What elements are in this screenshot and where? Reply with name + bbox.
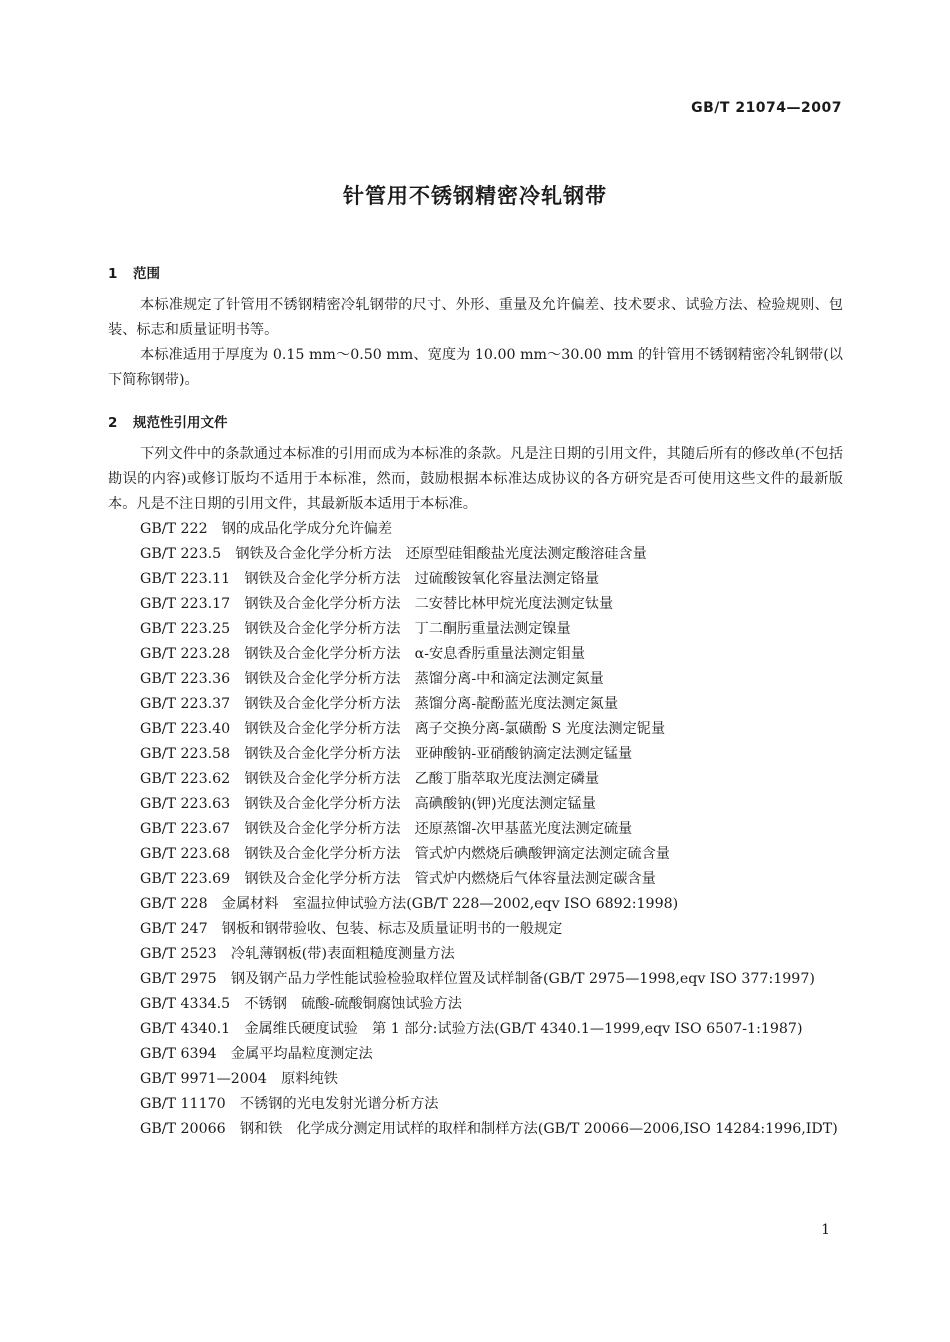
reference-title: 金属材料 室温拉伸试验方法(GB/T 228—2002,eqv ISO 6892:1998) — [221, 896, 679, 912]
section-number: 1 — [108, 266, 118, 282]
reference-item — [108, 742, 843, 767]
reference-item — [108, 517, 843, 542]
reference-code: GB/T 2523 — [140, 946, 217, 962]
reference-item — [108, 817, 843, 842]
reference-code: GB/T 223.58 — [140, 746, 231, 762]
reference-code: GB/T 223.69 — [140, 871, 231, 887]
reference-title: 金属维氏硬度试验 第 1 部分:试验方法(GB/T 4340.1—1999,eqv ISO 6507-1:1987) — [244, 1021, 803, 1037]
reference-title: 钢铁及合金化学分析方法 管式炉内燃烧后气体容量法测定碳含量 — [244, 871, 656, 887]
reference-item — [108, 1042, 843, 1067]
reference-item — [108, 642, 843, 667]
reference-item — [108, 592, 843, 617]
reference-item — [108, 617, 843, 642]
reference-item — [108, 717, 843, 742]
reference-code: GB/T 247 — [140, 921, 208, 937]
reference-item — [108, 942, 843, 967]
reference-title: 钢铁及合金化学分析方法 还原蒸馏-次甲基蓝光度法测定硫量 — [244, 821, 633, 837]
reference-title: 钢的成品化学成分允许偏差 — [221, 521, 393, 537]
reference-title: 钢铁及合金化学分析方法 离子交换分离-氯磺酚 S 光度法测定铌量 — [244, 721, 666, 737]
reference-item — [108, 542, 843, 567]
reference-title: 钢铁及合金化学分析方法 蒸馏分离-中和滴定法测定氮量 — [244, 671, 604, 687]
references-intro-paragraph: 下列文件中的条款通过本标准的引用而成为本标准的条款。凡是注日期的引用文件，其随后所有的修改单(不包括勘误的内容)或修订版均不适用于本标准，然而，鼓励根据本标准达成协议的各方研究是否可使用这些文件的最新版本。凡是不注日期的引用文件，其最新版本适用于本标准。 — [108, 446, 843, 512]
reference-code: GB/T 2975 — [140, 971, 217, 987]
reference-code: GB/T 223.5 — [140, 546, 222, 562]
scope-paragraph-2: 本标准适用于厚度为 0.15 mm～0.50 mm、宽度为 10.00 mm～30.00 mm 的针管用不锈钢精密冷轧钢带(以下简称钢带)。 — [108, 347, 843, 388]
reference-code: GB/T 223.25 — [140, 621, 231, 637]
reference-title: 钢铁及合金化学分析方法 丁二酮肟重量法测定镍量 — [244, 621, 571, 637]
reference-code: GB/T 4340.1 — [140, 1021, 231, 1037]
reference-title: 钢铁及合金化学分析方法 还原型硅钼酸盐光度法测定酸溶硅含量 — [235, 546, 647, 562]
reference-title: 钢铁及合金化学分析方法 二安替比林甲烷光度法测定钛量 — [244, 596, 614, 612]
reference-item — [108, 892, 843, 917]
reference-item — [108, 967, 843, 992]
reference-code: GB/T 223.62 — [140, 771, 231, 787]
reference-code: GB/T 223.68 — [140, 846, 231, 862]
reference-code: GB/T 223.40 — [140, 721, 231, 737]
section-title: 范围 — [133, 266, 160, 282]
reference-code: GB/T 228 — [140, 896, 208, 912]
reference-title: 不锈钢的光电发射光谱分析方法 — [239, 1096, 439, 1112]
reference-item — [108, 1117, 843, 1142]
reference-title: 钢铁及合金化学分析方法 高碘酸钠(钾)光度法测定锰量 — [244, 796, 596, 812]
reference-title: 钢铁及合金化学分析方法 α-安息香肟重量法测定钼量 — [244, 646, 586, 662]
reference-item — [108, 867, 843, 892]
reference-item — [108, 917, 843, 942]
reference-title: 冷轧薄钢板(带)表面粗糙度测量方法 — [230, 946, 455, 962]
reference-code: GB/T 9971—2004 — [140, 1071, 267, 1087]
reference-title: 原料纯铁 — [281, 1071, 338, 1087]
reference-title: 钢铁及合金化学分析方法 过硫酸铵氧化容量法测定铬量 — [244, 571, 600, 587]
reference-item — [108, 1067, 843, 1092]
reference-code: GB/T 223.37 — [140, 696, 231, 712]
scope-paragraph-1: 本标准规定了针管用不锈钢精密冷轧钢带的尺寸、外形、重量及允许偏差、技术要求、试验方法、检验规则、包装、标志和质量证明书等。 — [108, 297, 843, 338]
reference-code: GB/T 223.11 — [140, 571, 231, 587]
reference-title: 钢铁及合金化学分析方法 蒸馏分离-靛酚蓝光度法测定氮量 — [244, 696, 619, 712]
reference-item — [108, 692, 843, 717]
reference-item — [108, 1092, 843, 1117]
reference-title: 金属平均晶粒度测定法 — [230, 1046, 373, 1062]
reference-code: GB/T 20066 — [140, 1121, 226, 1137]
reference-item — [108, 667, 843, 692]
reference-item — [108, 792, 843, 817]
reference-title: 钢铁及合金化学分析方法 亚砷酸钠-亚硝酸钠滴定法测定锰量 — [244, 746, 633, 762]
reference-item — [108, 767, 843, 792]
standard-code: GB/T 21074—2007 — [691, 100, 842, 116]
reference-code: GB/T 11170 — [140, 1096, 226, 1112]
reference-title: 钢铁及合金化学分析方法 管式炉内燃烧后碘酸钾滴定法测定硫含量 — [244, 846, 670, 862]
reference-title: 钢铁及合金化学分析方法 乙酸丁脂萃取光度法测定磷量 — [244, 771, 600, 787]
reference-code: GB/T 223.63 — [140, 796, 231, 812]
reference-code: GB/T 223.36 — [140, 671, 231, 687]
reference-code: GB/T 223.67 — [140, 821, 231, 837]
section-heading-normative-references — [108, 411, 228, 431]
reference-code: GB/T 6394 — [140, 1046, 217, 1062]
reference-code: GB/T 222 — [140, 521, 208, 537]
reference-title: 钢及钢产品力学性能试验检验取样位置及试样制备(GB/T 2975—1998,eqv ISO 377:1997) — [230, 971, 815, 987]
reference-item — [108, 842, 843, 867]
reference-item — [108, 567, 843, 592]
reference-title: 钢板和钢带验收、包装、标志及质量证明书的一般规定 — [221, 921, 563, 937]
document-title: 针管用不锈钢精密冷轧钢带 — [343, 184, 607, 208]
reference-title: 钢和铁 化学成分测定用试样的取样和制样方法(GB/T 20066—2006,ISO 14284:1996,IDT) — [239, 1121, 838, 1137]
section-number: 2 — [108, 415, 118, 431]
page-number: 1 — [821, 1222, 830, 1238]
reference-code: GB/T 223.28 — [140, 646, 231, 662]
reference-code: GB/T 4334.5 — [140, 996, 231, 1012]
section-heading-scope — [108, 262, 160, 282]
reference-title: 不锈钢 硫酸-硫酸铜腐蚀试验方法 — [244, 996, 462, 1012]
reference-list — [108, 517, 843, 1142]
section-title: 规范性引用文件 — [133, 415, 228, 431]
reference-item — [108, 992, 843, 1017]
reference-item — [108, 1017, 843, 1042]
reference-code: GB/T 223.17 — [140, 596, 231, 612]
